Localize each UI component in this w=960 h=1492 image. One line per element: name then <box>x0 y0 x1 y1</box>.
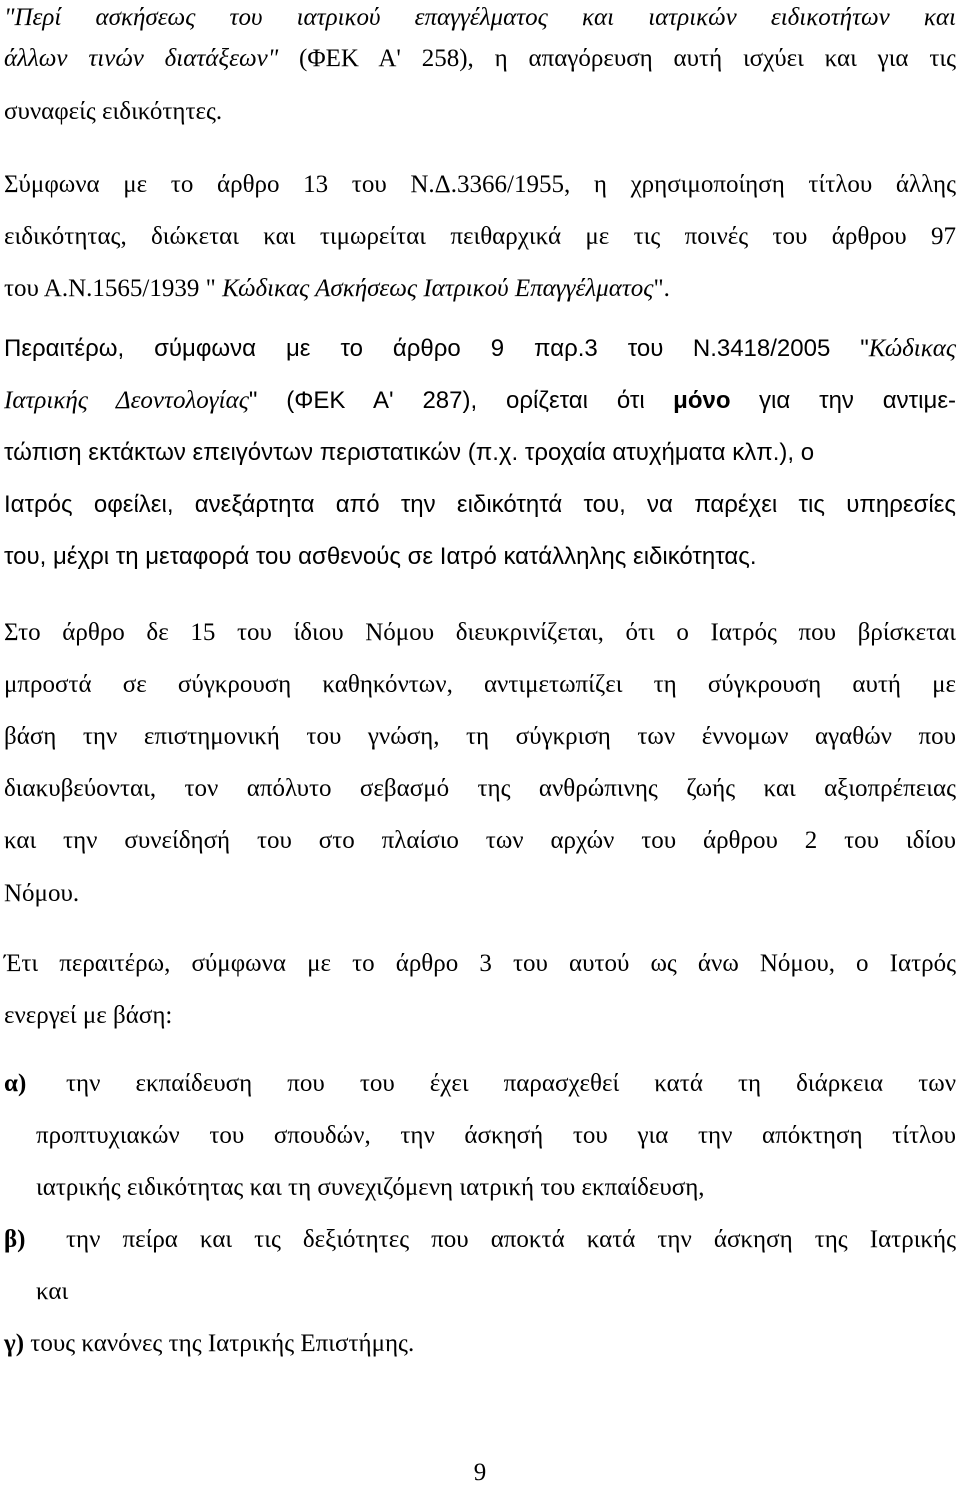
paragraph-4-line-6: Νόμου. <box>4 880 80 907</box>
list-item-a-line-2: προπτυχιακών του σπουδών, την άσκησή του για την απόκτηση τίτλου <box>36 1122 956 1149</box>
paragraph-1-line-2: άλλων τινών διατάξεων" (ΦΕΚ Α' 258), η απαγόρευση αυτή ισχύει και για τις <box>4 45 956 72</box>
paragraph-5-line-2: ενεργεί με βάση: <box>4 1002 173 1029</box>
paragraph-2-line-3: του Α.Ν.1565/1939 " Κώδικας Ασκήσεως Ιατρικού Επαγγέλματος". <box>4 275 670 302</box>
paragraph-3-line-5: του, μέχρι τη μεταφορά του ασθενούς σε Ιατρό κατάλληλης ειδικότητας. <box>4 543 757 570</box>
paragraph-1-line-1: "Περί ασκήσεως του ιατρικού επαγγέλματος και ιατρικών ειδικοτήτων και <box>4 4 956 31</box>
paragraph-1-line-3: συναφείς ειδικότητες. <box>4 98 223 125</box>
paragraph-3-line-3: τώπιση εκτάκτων επειγόντων περιστατικών (π.χ. τροχαία ατυχήματα κλπ.), ο <box>4 439 815 466</box>
paragraph-4-line-2: μπροστά σε σύγκρουση καθηκόντων, αντιμετωπίζει τη σύγκρουση αυτή με <box>4 671 956 698</box>
list-item-b-line-1: την πείρα και τις δεξιότητες που αποκτά κατά την άσκηση της Ιατρικής <box>66 1226 956 1253</box>
paragraph-2-line-2: ειδικότητας, διώκεται και τιμωρείται πειθαρχικά με τις ποινές του άρθρου 97 <box>4 223 956 250</box>
paragraph-4-line-3: βάση την επιστημονική του γνώση, τη σύγκριση των έννομων αγαθών που <box>4 723 956 750</box>
list-marker-a: α) <box>4 1070 27 1097</box>
list-marker-b: β) <box>4 1226 26 1253</box>
list-item-a-line-3: ιατρικής ειδικότητας και τη συνεχιζόμενη ιατρική του εκπαίδευση, <box>36 1174 705 1201</box>
list-marker-c: γ) <box>4 1330 25 1357</box>
paragraph-5-line-1: Έτι περαιτέρω, σύμφωνα με το άρθρο 3 του αυτού ως άνω Νόμου, ο Ιατρός <box>4 950 956 977</box>
paragraph-2-line-1: Σύμφωνα με το άρθρο 13 του Ν.Δ.3366/1955, η χρησιμοποίηση τίτλου άλλης <box>4 171 956 198</box>
paragraph-4-line-4: διακυβεύονται, τον απόλυτο σεβασμό της ανθρώπινης ζωής και αξιοπρέπειας <box>4 775 956 802</box>
page-number: 9 <box>473 1459 487 1486</box>
list-item-c: γ) τους κανόνες της Ιατρικής Επιστήμης. <box>4 1330 415 1357</box>
list-item-b-line-2: και <box>36 1278 69 1305</box>
paragraph-4-line-1: Στο άρθρο δε 15 του ίδιου Νόμου διευκρινίζεται, ότι ο Ιατρός που βρίσκεται <box>4 619 956 646</box>
list-item-a-line-1: την εκπαίδευση που του έχει παρασχεθεί κατά τη διάρκεια των <box>66 1070 956 1097</box>
paragraph-3-line-4: Ιατρός οφείλει, ανεξάρτητα από την ειδικότητά του, να παρέχει τις υπηρεσίες <box>4 491 956 518</box>
paragraph-3-line-2: Ιατρικής Δεοντολογίας" (ΦΕΚ Α' 287), ορίζεται ότι μόνο για την αντιμε- <box>4 387 957 414</box>
paragraph-4-line-5: και την συνείδησή του στο πλαίσιο των αρχών του άρθρου 2 του ιδίου <box>4 827 956 854</box>
paragraph-3-line-1: Περαιτέρω, σύμφωνα με το άρθρο 9 παρ.3 του Ν.3418/2005 "Κώδικας <box>4 335 957 362</box>
